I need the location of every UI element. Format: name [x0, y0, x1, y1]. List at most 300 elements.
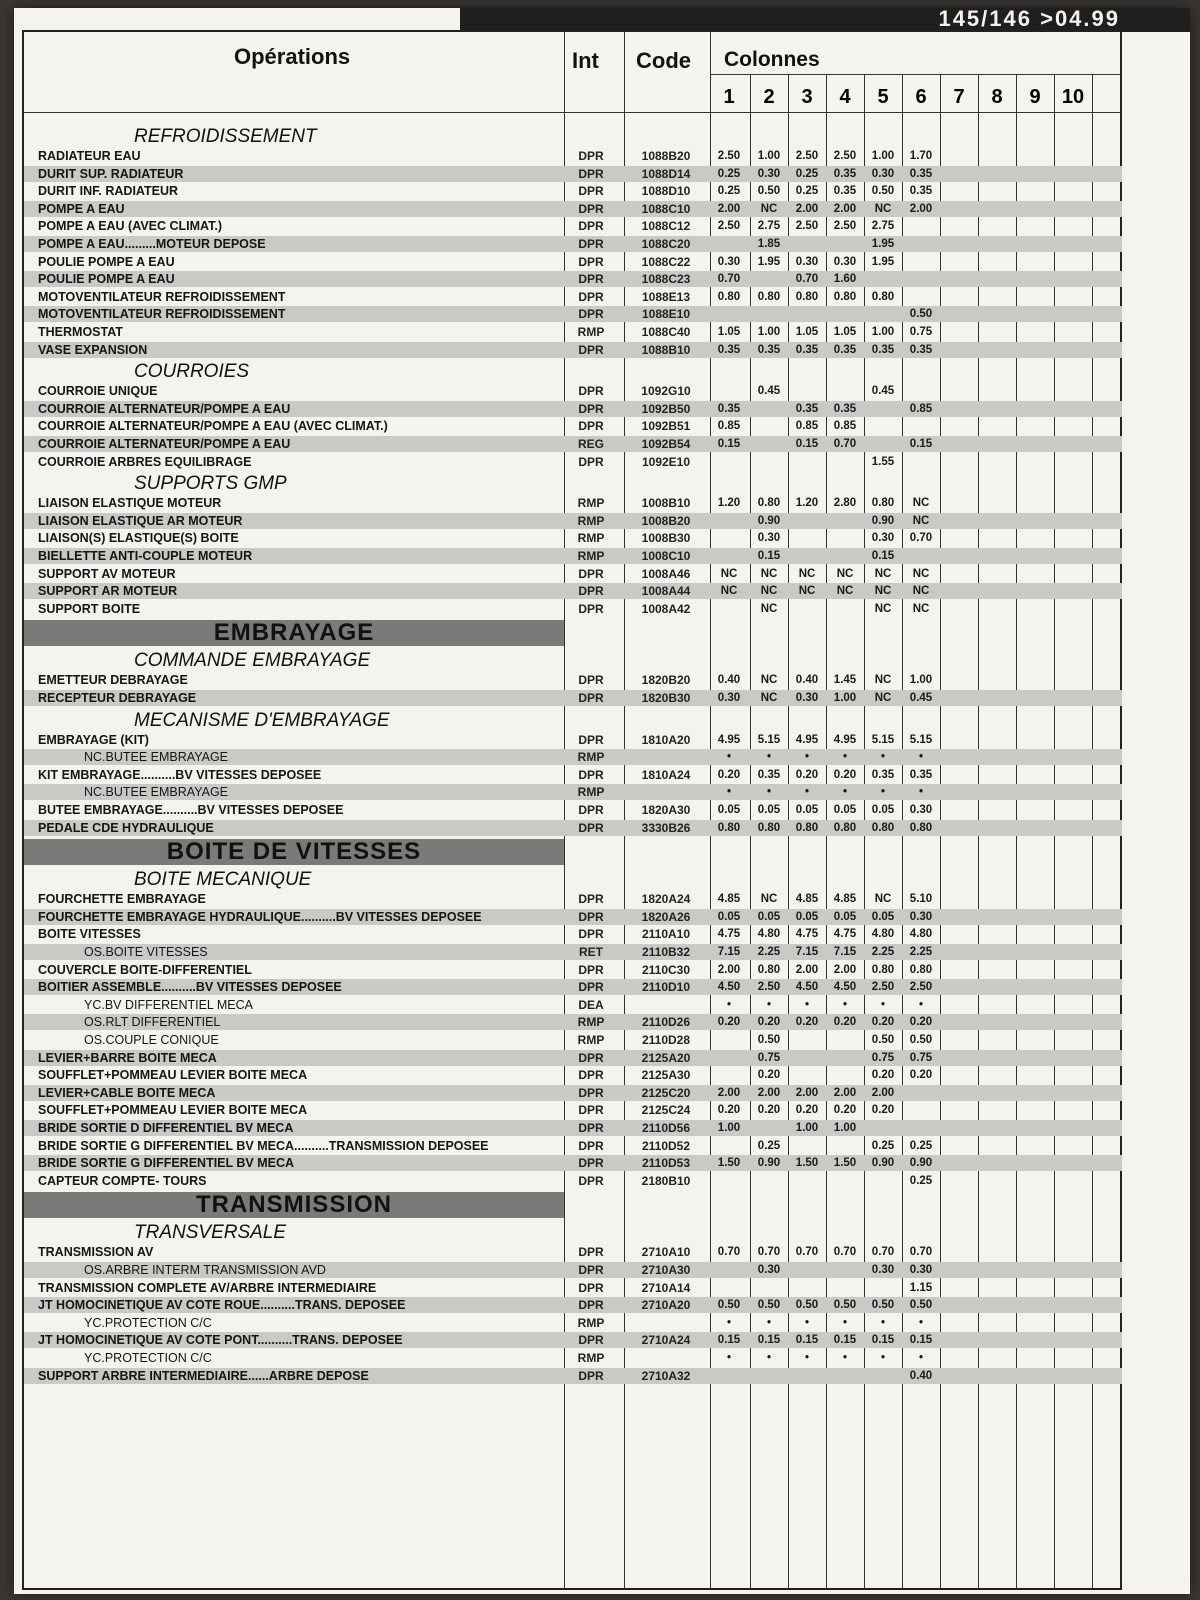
int-code: DPR [578, 1333, 604, 1348]
time-value: 0.50 [871, 1034, 895, 1046]
operation-code: 1088C22 [641, 254, 691, 269]
time-value: • [880, 998, 886, 1011]
operation-code: 1008A44 [641, 584, 691, 599]
time-value: • [766, 1352, 772, 1364]
time-value: 2.50 [795, 150, 819, 162]
int-code: RMP [577, 1351, 605, 1365]
time-value: 0.35 [757, 768, 781, 781]
time-value: 0.75 [757, 1051, 781, 1064]
int-code: RMP [577, 1015, 605, 1030]
int-code: DPR [578, 962, 604, 977]
int-code: DPR [578, 307, 604, 322]
table-row [24, 1368, 1122, 1384]
table-row [24, 1138, 1122, 1154]
time-value: 0.80 [833, 821, 857, 834]
time-value: 0.80 [795, 821, 819, 834]
table-row [24, 891, 1122, 907]
operation-label: OS.ARBRE INTERM TRANSMISSION AVD [84, 1263, 326, 1277]
time-value: 0.70 [909, 532, 933, 545]
time-value: 0.80 [871, 290, 895, 303]
table-row [24, 254, 1122, 270]
operation-label: POMPE A EAU (AVEC CLIMAT.) [38, 219, 223, 234]
operation-code: 2710A20 [641, 1298, 691, 1313]
time-value: 1.60 [833, 273, 857, 286]
int-code: DPR [578, 584, 604, 599]
time-value: NC [874, 202, 892, 215]
int-code: RET [579, 945, 603, 959]
operation-code: 2110D56 [641, 1121, 691, 1135]
time-value: 1.55 [871, 455, 895, 468]
operation-code: 1088D14 [641, 166, 691, 181]
operation-label: COURROIE UNIQUE [38, 384, 158, 399]
time-value: 7.15 [833, 946, 857, 958]
time-value: • [804, 1316, 810, 1329]
int-code: RMP [577, 1315, 605, 1330]
operation-code: 1820B20 [641, 673, 691, 688]
time-value: • [804, 1352, 810, 1364]
time-value: • [726, 786, 732, 799]
time-value: 1.50 [795, 1157, 819, 1170]
table-row [24, 1244, 1122, 1260]
time-value: 0.15 [717, 438, 741, 450]
time-value: 1.70 [909, 150, 933, 162]
operation-code: 1008A42 [641, 601, 691, 616]
operation-code: 1088C10 [641, 201, 691, 216]
time-value: 0.80 [833, 290, 857, 303]
time-value: 0.70 [717, 273, 741, 286]
operation-code: 1008B10 [641, 496, 691, 511]
time-value: NC [874, 585, 892, 598]
header-divider [24, 112, 1120, 113]
time-value: 0.35 [871, 768, 895, 781]
int-header: Int [572, 48, 599, 73]
time-value: 0.70 [909, 1246, 933, 1259]
operation-label: POULIE POMPE A EAU [38, 272, 175, 287]
time-value: 0.50 [717, 1299, 741, 1312]
int-code: DPR [578, 454, 604, 469]
time-value: 0.15 [909, 1334, 933, 1347]
int-code: DPR [578, 803, 604, 817]
int-code: DPR [578, 1068, 604, 1083]
time-value: 0.30 [757, 1264, 781, 1276]
time-value: 1.20 [717, 497, 741, 510]
operation-code: 2110D52 [641, 1138, 691, 1153]
table-row [24, 979, 1122, 995]
time-value: NC [798, 585, 816, 598]
time-value: 0.85 [909, 402, 933, 415]
operation-label: PEDALE CDE HYDRAULIQUE [38, 820, 214, 835]
time-value: 0.25 [717, 167, 741, 180]
time-value: • [766, 751, 772, 764]
time-value: 1.00 [717, 1122, 741, 1134]
operation-code: 1088C20 [641, 237, 691, 251]
time-value: 0.35 [717, 402, 741, 415]
time-value: 0.50 [757, 1034, 781, 1046]
time-value: 2.50 [717, 220, 741, 233]
int-code: DPR [578, 1103, 604, 1118]
operation-code: 2110D26 [641, 1015, 691, 1030]
time-value: 0.90 [871, 1157, 895, 1170]
time-value: 0.05 [871, 804, 895, 816]
table-row [24, 909, 1122, 925]
subsection-title: SUPPORTS GMP [134, 473, 287, 495]
time-value: 0.80 [717, 821, 741, 834]
table-row [24, 732, 1122, 748]
time-value: 0.90 [909, 1157, 933, 1170]
subsection-title: REFROIDISSEMENT [134, 126, 317, 147]
time-value: 0.50 [757, 1299, 781, 1312]
int-code: DPR [578, 927, 604, 942]
table-row [24, 306, 1122, 322]
time-value: 0.20 [795, 1104, 819, 1117]
operation-code: 1092G10 [641, 384, 691, 399]
time-value: 2.50 [795, 220, 819, 233]
time-value: • [842, 786, 848, 799]
time-value: 0.25 [909, 1139, 933, 1152]
table-row [24, 324, 1122, 340]
time-value: • [842, 751, 848, 764]
time-value: 2.00 [833, 202, 857, 215]
time-value: NC [836, 567, 854, 580]
time-value: 2.00 [717, 963, 741, 976]
operation-code: 1008B30 [641, 531, 691, 546]
time-value: • [766, 786, 772, 799]
time-value: 2.50 [717, 150, 741, 162]
time-value: • [804, 751, 810, 764]
int-code: DPR [578, 1263, 604, 1277]
operation-code: 1008B20 [641, 513, 691, 528]
operation-label: JT HOMOCINETIQUE AV COTE PONT..........TRANS. DEPOSEE [38, 1333, 403, 1348]
time-value: 1.95 [871, 238, 895, 250]
operation-label: YC.PROTECTION C/C [84, 1351, 212, 1365]
time-value: 2.50 [757, 981, 781, 994]
operation-code: 2110D10 [641, 980, 691, 995]
int-code: DPR [578, 254, 604, 269]
column-number: 2 [763, 86, 775, 108]
operation-label: BOITE VITESSES [38, 927, 141, 942]
time-value: 0.80 [795, 290, 819, 303]
int-code: DPR [578, 384, 604, 399]
time-value: 0.35 [909, 185, 933, 198]
operation-code: 1810A20 [641, 732, 691, 747]
time-value: 0.25 [909, 1174, 933, 1187]
time-value: 0.20 [871, 1016, 895, 1029]
time-value: 1.95 [757, 255, 781, 268]
time-value: 1.20 [795, 497, 819, 510]
time-value: 2.50 [871, 981, 895, 994]
operation-label: OS.BOITE VITESSES [84, 945, 208, 959]
table-row [24, 436, 1122, 452]
time-value: NC [760, 674, 778, 687]
time-value: 0.20 [717, 1016, 741, 1029]
table-row [24, 401, 1122, 417]
time-value: 1.05 [833, 326, 857, 338]
operation-code: 1088C12 [641, 219, 691, 234]
operation-code: 1092B51 [641, 419, 691, 434]
table-row [24, 1155, 1122, 1171]
time-value: • [918, 1316, 924, 1329]
int-code: DPR [578, 1280, 604, 1295]
subsection-title: TRANSVERSALE [134, 1222, 287, 1244]
time-value: 4.75 [795, 928, 819, 941]
operation-label: TRANSMISSION AV [38, 1245, 154, 1260]
section-title: EMBRAYAGE [24, 620, 564, 646]
int-code: DPR [578, 219, 604, 234]
operation-code: 1092E10 [641, 454, 691, 469]
time-value: 0.05 [871, 910, 895, 923]
colonnes-header: Colonnes [724, 48, 820, 71]
operation-label: MOTOVENTILATEUR REFROIDISSEMENT [38, 289, 286, 304]
time-value: 2.75 [871, 220, 895, 233]
time-value: 1.00 [795, 1122, 819, 1134]
time-value: 0.35 [909, 167, 933, 180]
time-value: 0.15 [909, 438, 933, 450]
int-code: DPR [578, 1121, 604, 1135]
table-row [24, 1102, 1122, 1118]
time-value: 2.00 [795, 963, 819, 976]
operation-code: 1088C23 [641, 272, 691, 287]
operation-code: 2125A20 [641, 1050, 691, 1065]
int-code: DPR [578, 566, 604, 581]
int-code: DPR [578, 1156, 604, 1171]
table-row [24, 1297, 1122, 1313]
time-value: 0.85 [795, 420, 819, 433]
time-value: 0.25 [757, 1139, 781, 1152]
operation-label: POULIE POMPE A EAU [38, 254, 175, 269]
table-row [24, 201, 1122, 217]
operation-code: 1088B20 [641, 149, 691, 163]
int-code: DPR [578, 909, 604, 924]
int-code: DPR [578, 767, 604, 782]
time-value: 0.80 [757, 963, 781, 976]
time-value: 0.70 [795, 1246, 819, 1259]
time-value: 0.20 [871, 1069, 895, 1082]
time-value: 0.45 [909, 692, 933, 704]
time-value: 2.00 [795, 202, 819, 215]
time-value: 2.00 [757, 1086, 781, 1099]
time-value: 0.15 [757, 1334, 781, 1347]
operation-label: MOTOVENTILATEUR REFROIDISSEMENT [38, 307, 286, 322]
int-code: DPR [578, 1298, 604, 1313]
operation-code: 1088E10 [641, 307, 691, 322]
time-value: NC [912, 567, 930, 580]
time-value: 0.20 [717, 1104, 741, 1117]
time-value: 0.35 [757, 343, 781, 356]
time-value: 0.70 [795, 273, 819, 286]
int-code: DPR [578, 166, 604, 181]
time-value: 0.70 [757, 1246, 781, 1259]
operation-code: 1008A46 [641, 566, 691, 581]
table-row [24, 513, 1122, 529]
operation-code: 2110B32 [641, 945, 691, 959]
time-value: 4.50 [717, 981, 741, 994]
time-value: 0.80 [909, 963, 933, 976]
time-value: 0.35 [871, 343, 895, 356]
time-value: 4.95 [717, 733, 741, 746]
operation-code: 1810A24 [641, 767, 691, 782]
time-value: 0.30 [757, 167, 781, 180]
time-value: 1.00 [871, 326, 895, 338]
table-row [24, 601, 1122, 617]
time-value: NC [874, 567, 892, 580]
time-value: NC [760, 585, 778, 598]
column-number: 10 [1061, 86, 1085, 108]
time-value: NC [912, 602, 930, 615]
time-value: • [842, 998, 848, 1011]
int-code: DPR [578, 184, 604, 199]
time-value: 0.35 [909, 768, 933, 781]
table-row [24, 236, 1122, 252]
document-page [14, 8, 1190, 1594]
table-row [24, 271, 1122, 287]
int-code: RMP [577, 549, 605, 563]
time-value: 0.30 [871, 1264, 895, 1276]
table-row [24, 454, 1122, 470]
table-row [24, 820, 1122, 836]
int-code: DPR [578, 237, 604, 251]
time-value: 0.80 [871, 497, 895, 510]
table-row [24, 997, 1122, 1013]
time-value: 0.15 [795, 1334, 819, 1347]
time-value: 0.80 [909, 821, 933, 834]
operation-label: NC.BUTEE EMBRAYAGE [84, 785, 229, 800]
time-value: 2.00 [909, 202, 933, 215]
time-value: • [766, 998, 772, 1011]
table-row [24, 530, 1122, 546]
time-value: • [918, 751, 924, 764]
int-code: RMP [577, 750, 605, 765]
time-value: 2.00 [833, 963, 857, 976]
time-value: 0.50 [757, 185, 781, 198]
table-row [24, 1032, 1122, 1048]
time-value: 0.20 [833, 1016, 857, 1029]
table-row [24, 944, 1122, 960]
operation-code: 2110A10 [641, 927, 691, 942]
time-value: 0.30 [871, 167, 895, 180]
time-value: 0.50 [909, 308, 933, 321]
time-value: 1.50 [717, 1157, 741, 1170]
operation-label: NC.BUTEE EMBRAYAGE [84, 750, 229, 765]
operation-code: 1088D10 [641, 184, 691, 199]
time-value: 4.80 [909, 928, 933, 941]
time-value: 2.25 [757, 946, 781, 958]
time-value: 5.15 [909, 733, 933, 746]
time-value: 0.70 [833, 1246, 857, 1259]
operation-code: 3330B26 [641, 820, 691, 835]
time-value: 5.15 [757, 733, 781, 746]
column-number: 5 [877, 86, 889, 108]
table-row [24, 1280, 1122, 1296]
time-value: 1.95 [871, 255, 895, 268]
time-value: 0.20 [757, 1016, 781, 1029]
operation-label: SOUFFLET+POMMEAU LEVIER BOITE MECA [38, 1068, 308, 1083]
time-value: 0.25 [717, 185, 741, 198]
int-code: DPR [578, 1368, 604, 1383]
operation-code: 2125C20 [641, 1085, 691, 1100]
time-value: • [804, 786, 810, 799]
time-value: 0.20 [833, 768, 857, 781]
table-row [24, 218, 1122, 234]
time-value: 4.85 [833, 893, 857, 906]
time-value: NC [760, 692, 778, 704]
operation-label: BRIDE SORTIE G DIFFERENTIEL BV MECA..........TRANSMISSION DEPOSEE [38, 1138, 489, 1153]
time-value: 0.30 [833, 255, 857, 268]
table-row [24, 1050, 1122, 1066]
time-value: 1.05 [795, 326, 819, 338]
operation-label: BRIDE SORTIE D DIFFERENTIEL BV MECA [38, 1121, 294, 1135]
operation-label: COURROIE ALTERNATEUR/POMPE A EAU [38, 401, 291, 416]
int-code: DPR [578, 419, 604, 434]
column-number: 9 [1029, 86, 1041, 108]
operation-label: OS.COUPLE CONIQUE [84, 1033, 219, 1047]
int-code: RMP [577, 513, 605, 528]
operation-label: CAPTEUR COMPTE- TOURS [38, 1173, 207, 1188]
time-value: • [918, 998, 924, 1011]
time-value: 0.40 [717, 674, 741, 687]
time-value: 0.20 [717, 768, 741, 781]
time-value: 0.45 [757, 385, 781, 398]
time-value: 2.50 [833, 150, 857, 162]
time-value: 1.05 [717, 326, 741, 338]
time-value: 0.05 [757, 910, 781, 923]
operation-label: YC.PROTECTION C/C [84, 1315, 212, 1330]
int-code: RMP [577, 785, 605, 800]
time-value: 0.15 [871, 1334, 895, 1347]
operation-code: 2110D53 [641, 1156, 691, 1171]
time-value: 0.80 [871, 821, 895, 834]
time-value: 2.25 [871, 946, 895, 958]
time-value: 0.50 [909, 1034, 933, 1046]
time-value: NC [720, 585, 738, 598]
time-value: 0.30 [757, 532, 781, 545]
column-number: 6 [915, 86, 927, 108]
operation-code: 2710A10 [641, 1245, 691, 1260]
time-value: 0.05 [757, 804, 781, 816]
operation-label: COUVERCLE BOITE-DIFFERENTIEL [38, 962, 252, 977]
int-code: RMP [577, 496, 605, 511]
time-value: 2.00 [717, 202, 741, 215]
operation-label: SUPPORT AR MOTEUR [38, 584, 178, 599]
operation-label: LIAISON ELASTIQUE AR MOTEUR [38, 513, 243, 528]
int-code: DPR [578, 820, 604, 835]
time-value: 0.75 [871, 1051, 895, 1064]
time-value: • [766, 1316, 772, 1329]
time-value: • [726, 1352, 732, 1364]
time-value: NC [760, 567, 778, 580]
section-title: BOITE DE VITESSES [24, 839, 564, 865]
operation-code: 1820B30 [641, 691, 691, 705]
operation-label: COURROIE ALTERNATEUR/POMPE A EAU (AVEC CLIMAT.) [38, 419, 388, 434]
operation-code: 2125C24 [641, 1103, 691, 1118]
time-value: • [880, 1352, 886, 1364]
table-row [24, 749, 1122, 765]
int-code: REG [577, 437, 604, 451]
time-value: NC [874, 602, 892, 615]
time-value: 1.00 [833, 692, 857, 704]
operation-label: FOURCHETTE EMBRAYAGE [38, 892, 206, 907]
operation-label: TRANSMISSION COMPLETE AV/ARBRE INTERMEDIAIRE [38, 1280, 377, 1295]
time-value: • [804, 998, 810, 1011]
colonnes-divider [710, 74, 1120, 75]
time-value: 0.20 [909, 1069, 933, 1082]
time-value: 0.50 [795, 1299, 819, 1312]
table-row [24, 1014, 1122, 1030]
operation-label: LEVIER+CABLE BOITE MECA [38, 1085, 216, 1100]
time-value: 0.30 [909, 1264, 933, 1276]
operation-code: 1820A30 [641, 803, 691, 817]
operation-label: FOURCHETTE EMBRAYAGE HYDRAULIQUE..........BV VITESSES DEPOSEE [38, 909, 482, 924]
operation-code: 1820A24 [641, 892, 691, 907]
